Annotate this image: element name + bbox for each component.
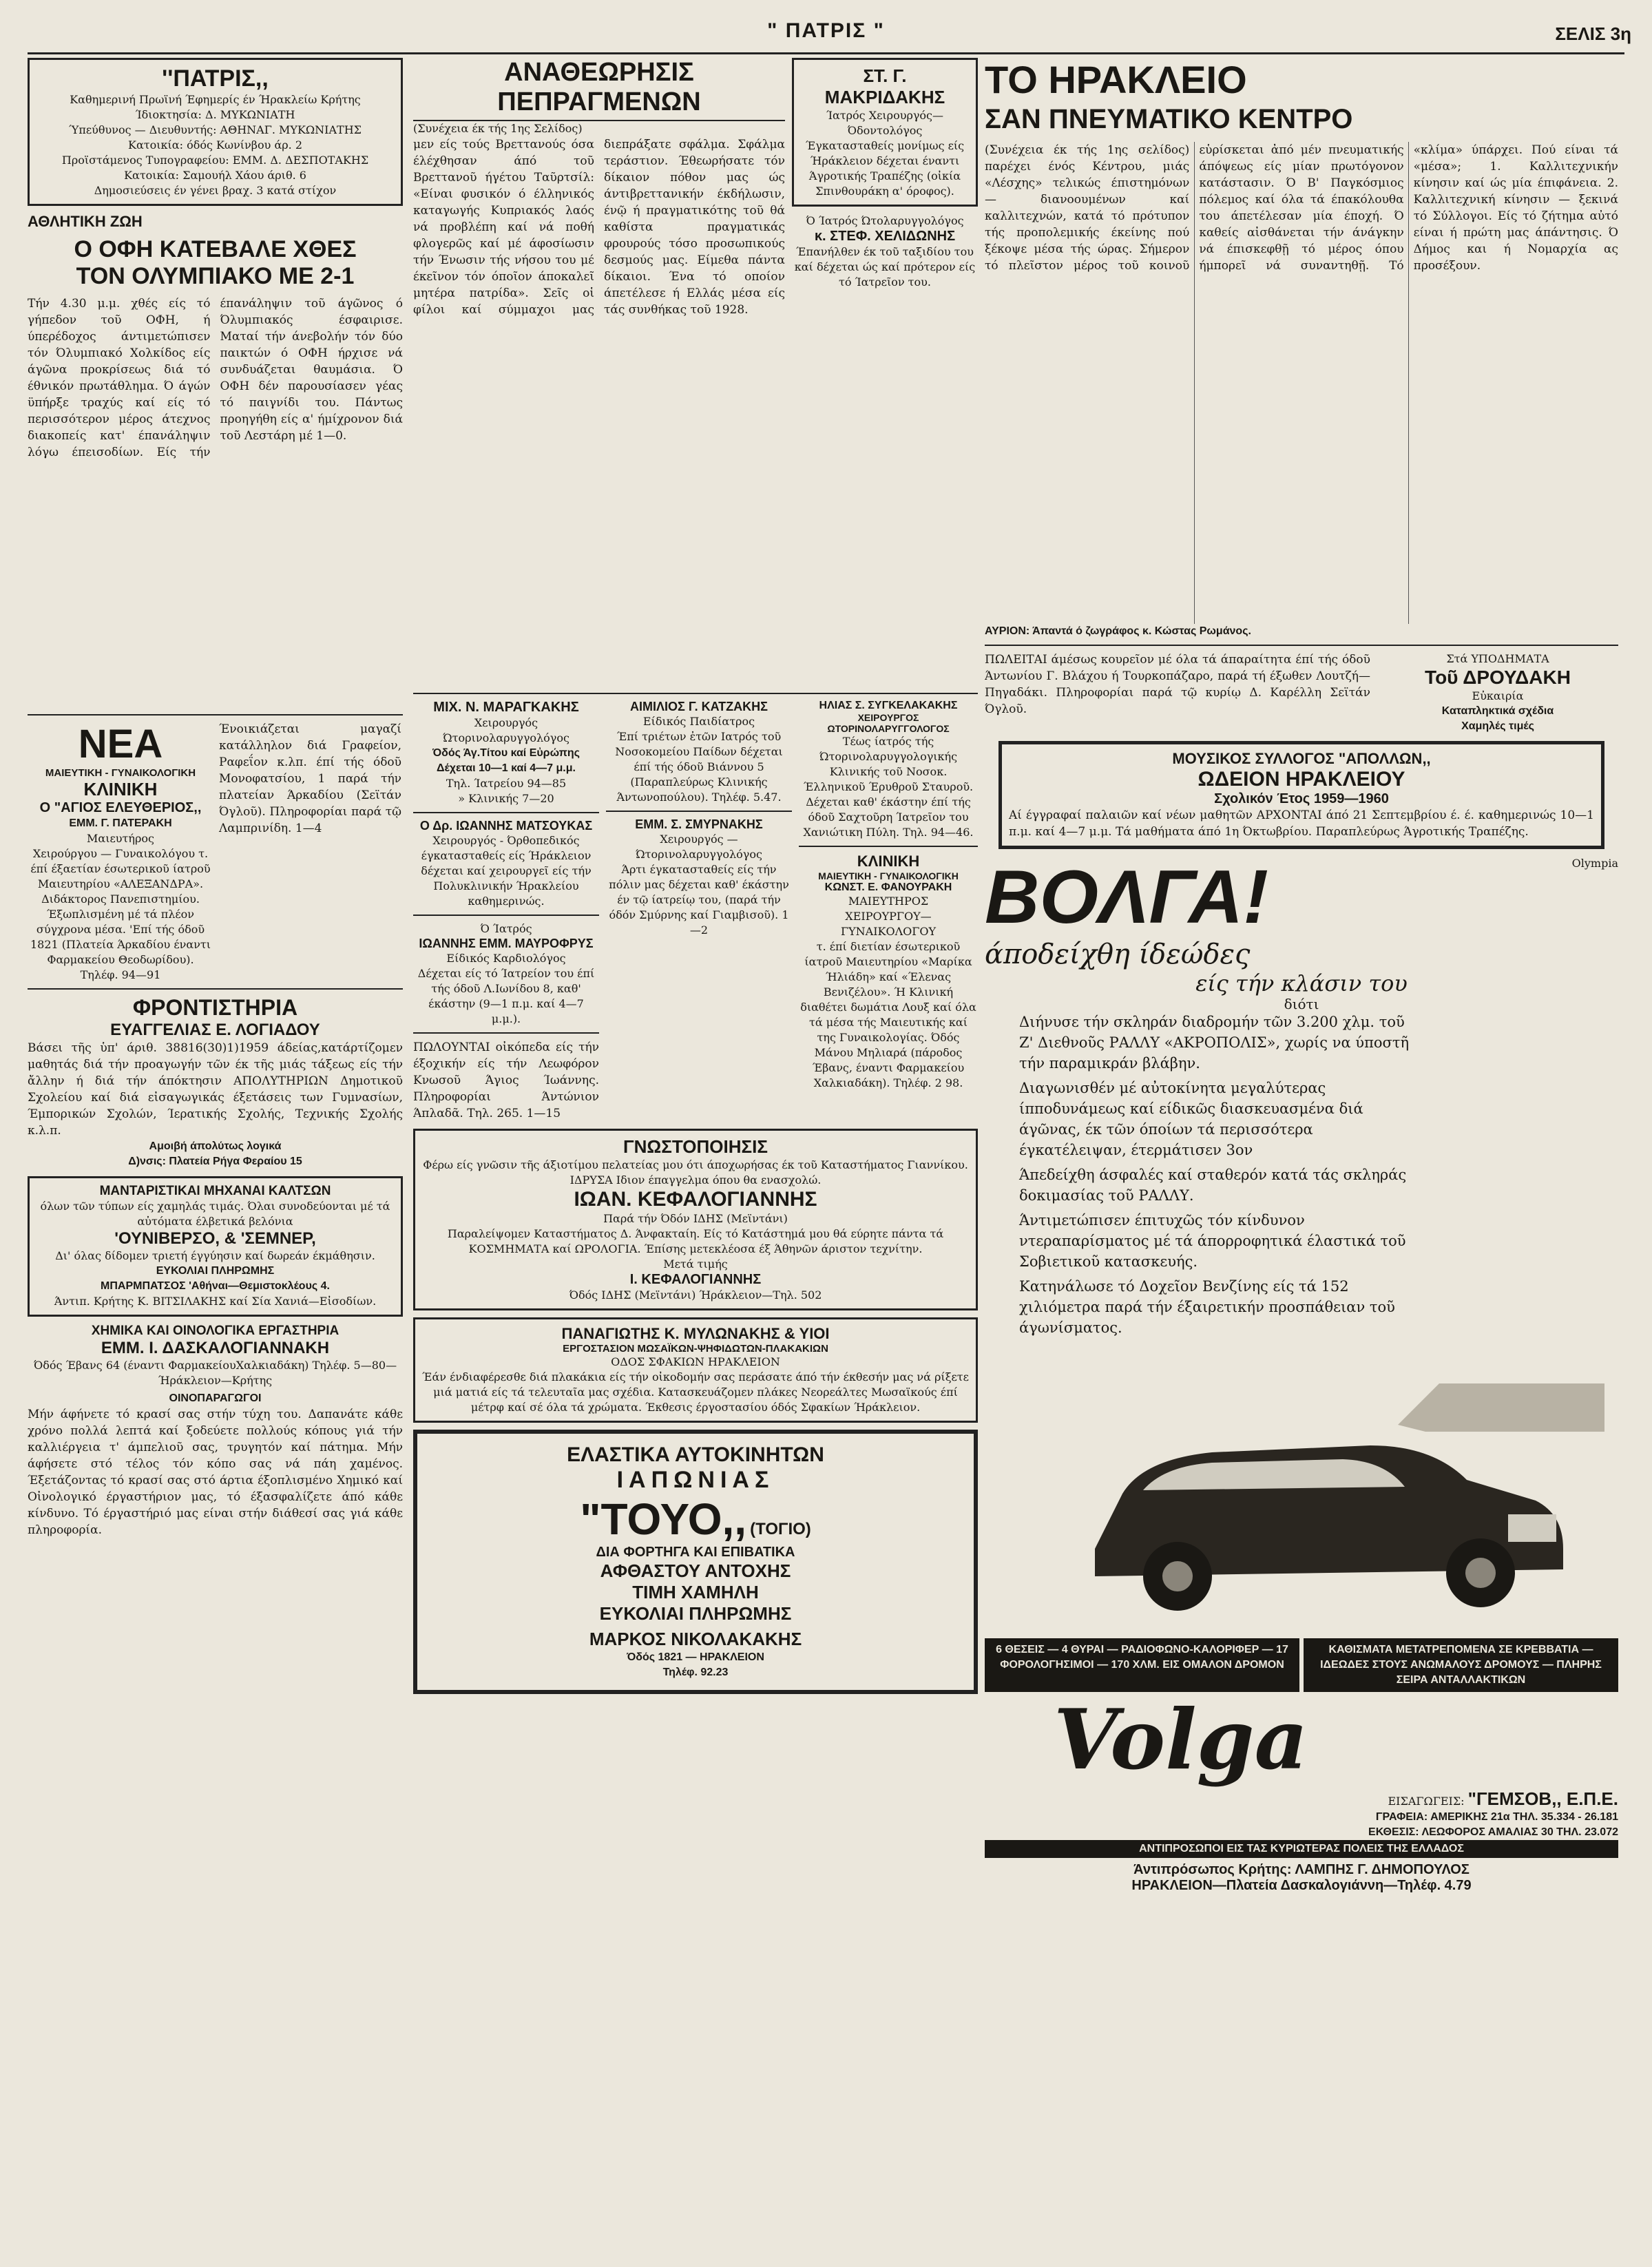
- fanourakis-title: ΜΑΙΕΥΤΗΡΟΣ: [848, 895, 929, 908]
- tires-line6: ΕΥΚΟΛΙΑΙ ΠΛΗΡΩΜΗΣ: [599, 1603, 792, 1624]
- masthead-address: Κατοικία: όδός Κωνίνβου άρ. 2: [128, 138, 302, 152]
- clinic-title: ΝΕΑ: [78, 722, 163, 766]
- clinic-ads: [799, 700, 978, 1122]
- heraklion-body: (Συνέχεια έκ τής 1ης σελίδος) παρέχει ένός Κέντρου, μιάς «Λέσχης» τελικώς έπιστημόνων — διανοουμένων καί καλλιτεχνών, κατά τό πρότυπον τής προπολεμικής έκείνης πού ξέκοψε μέσα τής ώρας. Σήμερον τό πλεῖστον μέρος τοῦ κοινοῦ εὑρίσκεται ἀπό μέν πνευματικής άπόψεως είς μίαν πρωτόγονον κατάστασιν. Ό Β' Παγκόσμιος πόλεμος καί όλα τά έπακόλουθα του άπετέλεσαν μία έποχή. Ό καθείς αἰσθάνεται τήν άνάγκην νά έπισκεφθῇ τό μέρος όπου ήμπορεῖ νά συναντηθῇ. Τό «κλίμα» ύπάρχει. Πού είναι τά «μέσα»; 1. Καλλιτεχνικήν κίνησιν καί ώς μία έπιφάνεια. 2. Καλλιτεχνική κίνησιν — ξεκινά τό Σύλλογοι. Είς τό ζήτημα αὐτό είναι ή πρώτη μας άπάντησις. Ό Δήμος και ή Νομαρχία ας προσέξουν.: [985, 143, 1618, 273]
- clinic-specialty: Μαιευτήρος: [87, 832, 154, 845]
- divider: [606, 811, 792, 812]
- tutoring-subtitle: ΕΥΑΓΓΕΛΙΑΣ Ε. ΛΟΓΙΑΔΟΥ: [110, 1021, 320, 1039]
- clinic-ad: [28, 721, 213, 983]
- masthead-box: [28, 58, 403, 206]
- review-title: ΑΝΑΘΕΩΡΗΣΙΣ ΠΕΠΡΑΓΜΕΝΩΝ: [413, 58, 785, 121]
- machines-brand: 'ΟΥΝΙΒΕΡΣΟ, & 'ΣΕΜΝΕΡ,: [114, 1229, 316, 1248]
- volga-point: Κατηνάλωσε τό Δοχεῖον Βενζίνης είς τά 152 χιλιόμετρα παρά τήν έξαιρετικήν προσπάθειαν τοῦ άγωνίσματος.: [1019, 1278, 1395, 1336]
- masthead-ads: Δημοσιεύσεις έν γένει βραχ. 3 κατά στίχον: [94, 184, 337, 197]
- page-header: [21, 19, 1631, 47]
- apollon-year: Σχολικόν Έτος 1959—1960: [1214, 791, 1389, 806]
- clinic-subtitle: ΜΑΙΕΥΤΙΚΗ - ΓΥΝΑΙΚΟΛΟΓΙΚΗ: [45, 767, 196, 779]
- mavrofrys-label: Ό Ίατρός: [480, 922, 532, 935]
- mavrofrys-ad: [413, 921, 599, 1027]
- volga-head: [985, 856, 1618, 939]
- tires-tel: Τηλέφ. 92.23: [662, 1667, 729, 1678]
- tutoring-title: ΦΡΟΝΤΙΣΤΗΡΙΑ: [132, 995, 298, 1020]
- tires-line5: ΤΙΜΗ ΧΑΜΗΛΗ: [632, 1582, 759, 1602]
- divider: [413, 915, 599, 916]
- tires-line3: ΔΙΑ ΦΟΡΤΗΓΑ ΚΑΙ ΕΠΙΒΑΤΙΚΑ: [596, 1545, 795, 1560]
- tutoring-ad: [28, 995, 403, 1169]
- volga-crete-addr: ΗΡΑΚΛΕΙΟΝ—Πλατεία Δασκαλογιάννη—Τηλέφ. 4.79: [1131, 1878, 1472, 1893]
- volga-point: Άντιμετώπισεν έπιτυχῶς τόν κίνδυνον ντεραπαρίσματος μέ τά άπορροφητικά έλαστικά τοῦ Σοβιετικοῦ κατασκευής.: [1019, 1212, 1406, 1270]
- land-notice: ΠΩΛΟΥΝΤΑΙ οἰκόπεδα είς τήν έξοχικήν είς τήν Λεωφόρον Κνωσοῦ Άγιος Ίωάννης. Πληροφορίαι Άντώνιον Άπλαδᾶ. Τηλ. 265. 1—15: [413, 1041, 599, 1120]
- sygelakakis-body: Τέως ίατρός τής Ώτορινολαρυγγολογικής Κλινικής τοῦ Νοσοκ. Έλληνικοῦ Έρυθροῦ Σταυροῦ. Δέχεται καθ' έκάστην έπί τής όδοῦ Σαχτοῦρη Ίατρεῖον του Χανιώτικη Πύλη. Τηλ. 94—46.: [803, 735, 974, 839]
- newspaper-name: " ΠΑΤΡΙΣ ": [767, 19, 885, 42]
- katzakis-name: ΑΙΜΙΛΙΟΣ Γ. ΚΑΤΖΑΚΗΣ: [630, 700, 768, 713]
- machines-guarantee: Δι' όλας δίδομεν τριετή έγγύησιν καί δωρεάν έκμάθησιν.: [55, 1249, 375, 1262]
- chelidonis-name: κ. ΣΤΕΦ. ΧΕΛΙΔΩΝΗΣ: [814, 229, 956, 244]
- sports-body: Τήν 4.30 μ.μ. χθές είς τό γήπεδον τοῦ ΟΦΗ, ή ύπερέδοχος άντιμετώπισεν τόν Όλυμπιακό Χολκίδος είς άγῶνα προκρίσεως διά τό έθνικόν πρωτάθλημα. Ό άγών ϋπήρξε τραχύς καί είς τό περισσότερον μέρος άτεχνος διακοπείς κατ' έπανάληψιν λόγω έπεισοδίων. Είς τήν έπανάληψιν τοῦ άγῶνος ό Όλυμπιακός έσφαιρισε. Ματαί τήν άνεβολήν τόν δύο παικτών ό ΟΦΗ ήρχισε νά συνδυάζεται θαυμάσια. Ό ΟΦΗ δέν παρουσίασεν γέας τό παιγνίδι του. Πάντως προηγήθη είς α' ήμίχρονον διά τοῦ Λεστάρη μέ 1—0.: [28, 297, 403, 459]
- divider: [413, 693, 978, 694]
- column-left: [28, 58, 403, 2239]
- apollon-ad: [998, 741, 1604, 849]
- mavrofrys-name: ΙΩΑΝΝΗΣ ΕΜΜ. ΜΑΥΡΟΦΡΥΣ: [419, 937, 594, 950]
- chem-address: Όδός Έβανς 64 (έναντι ΦαρμακείουΧαλκιαδάκη) Τηλέφ. 5—80—Ήράκλειον—Κρήτης: [33, 1359, 397, 1387]
- masthead-manager: Ύπεύθυνος — Διευθυντής: ΑΘΗΝΑΓ. ΜΥΚΩΝΙΑΤΗΣ: [69, 123, 362, 136]
- smyrnakis-name: ΕΜΜ. Σ. ΣΜΥΡΝΑΚΗΣ: [635, 817, 763, 831]
- makridakis-body: Έγκατασταθείς μονίμως είς Ήράκλειον δέχεται έναντι Άγροτικής Τραπέζης (οἰκία Σπινθουράκη α' όροφος).: [805, 139, 965, 198]
- machines-body: όλων τῶν τύπων είς χαμηλάς τιμάς. Όλαι συνοδεύονται μέ τά αὐτόματα έλβετικά βελόνια: [40, 1200, 390, 1228]
- volga-importer-label: ΕΙΣΑΓΩΓΕΙΣ:: [1388, 1795, 1465, 1808]
- mylonakis-title: ΠΑΝΑΓΙΩΤΗΣ Κ. ΜΥΛΩΝΑΚΗΣ & ΥΙΟΙ: [561, 1325, 830, 1342]
- mavrofrys-body: Δέχεται είς τό Ίατρείον του έπί τής όδοῦ Λ.Ιωνίδου 8, καθ' έκάστην (9—1 π.μ. καί 4—7 μ.μ.).: [417, 967, 595, 1025]
- volga-corner-brand: Olympia: [1571, 857, 1618, 870]
- maragkakis-name: ΜΙΧ. Ν. ΜΑΡΑΓΚΑΚΗΣ: [433, 700, 579, 715]
- heraklion-title-1: ΤΟ ΗΡΑΚΛΕΙΟ: [985, 58, 1247, 101]
- page-number: ΣΕΛΙΣ 3η: [1555, 23, 1631, 44]
- droudakis-l2: Καταπληκτικά σχέδια: [1441, 705, 1554, 717]
- fanourakis-doctor: ΚΩΝΣΤ. Ε. ΦΑΝΟΥΡΑΚΗ: [824, 881, 952, 893]
- machines-ad: [28, 1176, 403, 1317]
- masthead-owner: Ίδιοκτησία: Δ. ΜΥΚΩΝΙΑΤΗ: [135, 108, 295, 121]
- fanourakis-sub: ΜΑΙΕΥΤΙΚΗ - ΓΥΝΑΙΚΟΛΟΓΙΚΗ: [818, 870, 959, 881]
- clinic-row: [28, 721, 403, 983]
- maragkakis-tel1: Τηλ. Ίατρείου 94—85: [446, 777, 567, 790]
- volga-features-left: 6 ΘΕΣΕΙΣ — 4 ΘΥΡΑΙ — ΡΑΔΙΟΦΩΝΟ-ΚΑΛΟΡΙΦΕΡ — 17 ΦΟΡΟΛΟΓΗΣΙΜΟΙ — 170 ΧΛΜ. ΕΙΣ ΟΜΑΛΟΝ ΔΡΟΜΟΝ: [985, 1638, 1299, 1692]
- divider: [28, 714, 403, 715]
- sports-section: ΑΘΛΗΤΙΚΗ ΖΩΗ: [28, 213, 143, 230]
- volga-crete: Άντιπρόσωπος Κρήτης: ΛΑΜΠΗΣ Γ. ΔΗΜΟΠΟΥΛΟΣ: [1133, 1862, 1470, 1877]
- gnostopoiisis-more: Παραλείψομεν Καταστήματος Δ. Άνφακταίη. Είς τό Κατάστημά μου θά εύρητε πάντα τά ΚΟΣΜΗΜΑΤΑ καί ΩΡΟΛΟΓΙΑ. Έπίσης μετεκλέοσα έξ Άθηνῶν άριστον τεχνίτην.: [447, 1227, 944, 1255]
- makridakis-name: ΣΤ. Γ. ΜΑΚΡΙΔΑΚΗΣ: [824, 65, 945, 107]
- chem-ad: [28, 1324, 403, 1538]
- volga-point: Διήνυσε τήν σκληράν διαδρομήν τῶν 3.200 χλμ. τοῦ Ζ' Διεθνοῦς ΡΑΛΛΥ «ΑΚΡΟΠΟΛΙΣ», χωρίς να ύποστῆ τήν παραμικράν βλάβην.: [1019, 1014, 1410, 1072]
- volga-point: Διαγωνισθέν μέ αὐτοκίνητα μεγαλύτερας ίπποδυνάμεως καί είδικῶς διασκευασμένα διά άγῶνας, έκ τῶν όποίων τά περισσότερα έγκατέλειψαν, έτερμάτισεν 3ον: [1019, 1080, 1363, 1158]
- review-cont: (Συνέχεια έκ τής 1ης Σελίδος): [413, 122, 583, 135]
- katzakis-title: Είδικός Παιδίατρος: [642, 715, 755, 728]
- sports-headline-1: Ο ΟΦΗ ΚΑΤΕΒΑΛΕ ΧΘΕΣ: [74, 236, 357, 262]
- volga-car-illustration: [985, 1342, 1618, 1638]
- apollon-title: ΜΟΥΣΙΚΟΣ ΣΥΛΛΟΓΟΣ "ΑΠΟΛΛΩΝ,,: [1172, 750, 1431, 767]
- maragkakis-ad: [413, 700, 599, 806]
- mavrofrys-title: Είδικός Καρδιολόγος: [446, 952, 566, 965]
- divider: [985, 645, 1618, 646]
- droudakis-ad: [1377, 651, 1618, 734]
- volga-dioti: διότι: [1284, 996, 1319, 1012]
- review-body: μεν είς τούς Βρεττανούς όσα έλέχθησαν άπό τοῦ Βρεττανοῦ ήγέτου Ταῦρτσίλ: «Είναι φυσικόν ό έλληνικός καταγωγής Κυπριακός λαός νά προβλέπη καί νά ποθή φλογερῶς καί μέ άφοσίωσιν τήν Ένωσιν τής νήσου του μέ έκεῖνον τόν όποῖον άποκαλεῖ μητέρα πατρίδα». Σεῖς οἱ φίλοι καί σύμμαχοι μας διεπράξατε σφάλμα. Σφάλμα τεράστιον. Έθεωρήσατε τόν δίκαιον πόθον μας ώς άντιβρεττανικήν έκδήλωσιν, ένῷ ή πραγματικότης τοῦ θά καθίστα πραγματικάς φρουρούς τόσο προσωπικούς δεσμούς μας. Είμεθα πάντα δίκαιοι. Ένα τό οποίον άπετέλεσε ή Ελλάς μέσα είς τάς συνθήκας τοῦ 1928.: [413, 138, 785, 317]
- matsoukas-ad: [413, 819, 599, 909]
- maragkakis-title: Χειρουργός Ώτορινολαρυγγολόγος: [443, 716, 569, 744]
- gnostopoiisis-sign: Ι. ΚΕΦΑΛΟΓΙΑΝΝΗΣ: [629, 1272, 762, 1287]
- fanourakis-body: τ. έπί διετίαν έσωτερικοῦ ίατροῦ Μαιευτηρίου «Μαρίκα Ήλιάδη» καί «Έλενας Βενιζέλου». Ή Κλινική διαθέτει δωμάτια Λουξ καί όλα τά μέσα τής Μαιευτικής καί της Γυναικολογίας. Όδός Μάνου Μηλιαρά (πάροδος Έβανς, έναντι Φαρμακείου Χαλκιαδάκη). Τηλέφ. 2 98.: [800, 940, 976, 1089]
- tires-ad: [413, 1430, 978, 1694]
- tires-brand-sub: (ΤΟΓΙΟ): [750, 1520, 811, 1538]
- volga-logo: Volga: [1054, 1691, 1308, 1788]
- chem-title: ΧΗΜΙΚΑ ΚΑΙ ΟΙΝΟΛΟΓΙΚΑ ΕΡΓΑΣΤΗΡΙΑ: [91, 1324, 339, 1338]
- apollon-sub: ΩΔΕΙΟΝ ΗΡΑΚΛΕΙΟΥ: [1198, 768, 1405, 791]
- column-middle: [413, 58, 978, 2239]
- volga-agents: ΑΝΤΙΠΡΟΣΩΠΟΙ ΕΙΣ ΤΑΣ ΚΥΡΙΩΤΕΡΑΣ ΠΟΛΕΙΣ ΤΗΣ ΕΛΛΑΔΟΣ: [985, 1840, 1618, 1858]
- volga-points: [985, 1012, 1412, 1338]
- tutoring-price: Αμοιβή άπολύτως λογικά: [149, 1140, 282, 1152]
- doctor-ads: [792, 58, 978, 687]
- gnostopoiisis-where: Παρά τήν Όδόν ΙΔΗΣ (Μεϊντάνι): [603, 1212, 788, 1225]
- surgeon-ads: [413, 700, 599, 1122]
- gnostopoiisis-name: ΙΩΑΝ. ΚΕΦΑΛΟΓΙΑΝΝΗΣ: [574, 1188, 817, 1211]
- divider: [799, 846, 978, 847]
- clinic-name: ΚΛΙΝΙΚΗ: [83, 779, 158, 800]
- chelidonis-label: Ό Ίατρός Ώτολαρυγγολόγος: [806, 214, 964, 227]
- gnostopoiisis-addr: Όδός ΙΔΗΣ (Μεϊντάνι) Ήράκλειον—Τηλ. 502: [569, 1288, 822, 1302]
- fanourakis-title2: ΧΕΙΡΟΥΡΓΟΥ—ΓΥΝΑΙΚΟΛΟΓΟΥ: [840, 910, 937, 938]
- masthead-name: ''ΠΑΤΡΙΣ,,: [162, 65, 269, 92]
- volga-features: [985, 1638, 1618, 1692]
- maragkakis-hours: Δέχεται 10—1 καί 4—7 μ.μ.: [437, 762, 576, 774]
- volga-offices: ΓΡΑΦΕΙΑ: ΑΜΕΡΙΚΗΣ 21α ΤΗΛ. 35.334 - 26.181: [1375, 1811, 1618, 1823]
- sygelakakis-ad: [799, 700, 978, 840]
- heraklion-tomorrow: ΑΥΡΙΟΝ: Άπαντά ό ζωγράφος κ. Κώστας Ρωμάνος.: [985, 625, 1251, 637]
- sygelakakis-name: ΗΛΙΑΣ Σ. ΣΥΓΚΕΛΑΚΑΚΗΣ: [819, 700, 958, 711]
- smyrnakis-title: Χειρουργός — Ώτορινολαρυγγολόγος: [636, 833, 762, 861]
- heraklion-article: [985, 58, 1618, 639]
- middle-top: [413, 58, 978, 687]
- shop-notice: Ένοικιάζεται μαγαζί κατάλληλον διά Γραφείον, Ραφεΐον κ.λπ. έπί τής όδοῦ Μονοφατσίου, 1 παρά τήν πλατείαν Άρκαδίου (Σεϊτάν Όγλοῦ). Πληροφορίαι παρά τῷ Λαμπρινίδη. 1—4: [219, 722, 401, 835]
- volga-importer: "ΓΕΜΣΟΒ,, Ε.Π.Ε.: [1467, 1788, 1618, 1809]
- volga-ad: [985, 856, 1618, 1894]
- car-icon: [985, 1342, 1604, 1638]
- tires-line2: ΙΑΠΩΝΙΑΣ: [616, 1467, 775, 1493]
- sports-article: [28, 213, 403, 709]
- sports-headline-2: ΤΟΝ ΟΛΥΜΠΙΑΚΟ ΜΕ 2-1: [76, 263, 355, 289]
- gnostopoiisis-ad: [413, 1129, 978, 1310]
- mylonakis-body: Έάν ένδιαφέρεσθε διά πλακάκια είς τήν οἰκοδομήν σας περάσατε άπό τήν έκθεσήν μας νά ρίξετε μιά ματιά είς τά τελευταῖα μας σχέδια. Κατασκευάζομεν πλάκες Νεορεάλτες Μωσαϊκούς έπί μέτρφ καί σέ όλα τά χρώματα. Έκθεσις έργοστασίου όδός Σφακίων Ήράκλειον.: [422, 1370, 969, 1414]
- smyrnakis-body: Άρτι έγκατασταθείς είς τήν πόλιν μας δέχεται καθ' έκάστην έν τῷ ίατρείῳ του, (παρά τήν όδόν Σμύρνης καί Γιαμβισοῦ). 1—2: [609, 863, 789, 937]
- gnostopoiisis-sign-label: Μετά τιμής: [663, 1257, 728, 1271]
- tires-addr: Όδός 1821 — ΗΡΑΚΛΕΙΟΝ: [627, 1651, 764, 1663]
- volga-point: Άπεδείχθη άσφαλές καί σταθερόν κατά τάς σκληράς δοκιμασίας τοῦ ΡΑΛΛΥ.: [1019, 1167, 1407, 1204]
- droudakis-l3: Χαμηλές τιμές: [1461, 720, 1534, 732]
- fanourakis-ad: [799, 853, 978, 1091]
- chelidonis-ad: [792, 213, 978, 290]
- specialist-ads: [606, 700, 792, 1122]
- maragkakis-tel2: » Κλινικής 7—20: [458, 792, 554, 805]
- makridakis-ad: [792, 58, 978, 207]
- volga-script: άποδείχθη ίδεώδες: [985, 939, 1251, 970]
- right-mid-row: [985, 651, 1618, 734]
- maragkakis-address: Όδός Άγ.Τίτου καί Εὐρώπης: [432, 747, 580, 759]
- machines-agent: Άντιπ. Κρήτης Κ. ΒΙΤΣΙΛΑΚΗΣ καί Σία Χανιά—Εἰσοδίων.: [54, 1295, 377, 1308]
- droudakis-name: Τοῦ ΔΡΟΥΔΑΚΗ: [1425, 667, 1571, 688]
- tires-line4: ΑΦΘΑΣΤΟΥ ΑΝΤΟΧΗΣ: [600, 1560, 791, 1581]
- katzakis-body: Έπί τριέτων ἐτῶν Ιατρός τοῦ Νοσοκομείου Παίδων δέχεται έπί τής όδοῦ Βιάννου 5 (Παραπλεύρως Κλινικής Άντωνοπούλου). Τηλέφ. 5.47.: [615, 730, 783, 804]
- gnostopoiisis-title: ΓΝΩΣΤΟΠΟΙΗΣΙΣ: [623, 1136, 768, 1157]
- smyrnakis-ad: [606, 817, 792, 938]
- clinic-saint: Ο "ΑΓΙΟΣ ΕΛΕΥΘΕΡΙΟΣ,,: [39, 800, 202, 815]
- katzakis-ad: [606, 700, 792, 805]
- tires-line1: ΕΛΑΣΤΙΚΑ ΑΥΤΟΚΙΝΗΤΩΝ: [567, 1443, 824, 1466]
- tutoring-body: Βάσει τῆς ὑπ' άριθ. 38816(30)1)1959 άδείας,κατάρτίζομεν μαθητάς διά τήν προαγωγήν τῶν έκ τῆς μιάς τάξεως είς τήν ἄλλην ή διά τήν άπόκτησιν ΑΠΟΛΥΤΗΡΙΩΝ Δημοτικοῦ Σχολείου καί διά εἰσαγωγικάς έξετάσεις των Γυμνασίων, Έμπορικών Σχολών, Ίερατικής Σχολής, Τεχνικής Σχολής κ.λ.π.: [28, 1041, 403, 1138]
- droudakis-l1: Εὐκαιρία: [1472, 689, 1524, 702]
- chem-body: Μήν άφήνετε τό κρασί σας στήν τύχη του. Δαπανάτε κάθε χρόνο πολλά λεπτά καί ξοδεύετε πολλούς κόπους γιά τήν καλλιέργεια τ' άμπελιοῦ σας, τρυγητόν καί πάτημα. Μήν άφήσετε στό τέλος τόν κόπο σας νά πάη χαμένος. Έξετάζοντας τό κρασί σας στό άρτια έξοπλισμένο Χημικό καί Οἰνολογικό έργαστήριον μας, τό έξασφαλίζετε άπό κάθε κίνδυνο. Τό έργαστήριό μας είναι στήν διάθεσί σας γιά κάθε πληροφορία.: [28, 1408, 403, 1537]
- chem-name: ΕΜΜ. Ι. ΔΑΣΚΑΛΟΓΙΑΝΝΑΚΗ: [101, 1339, 330, 1357]
- mylonakis-sub: ΕΡΓΟΣΤΑΣΙΟΝ ΜΩΣΑΪΚΩΝ-ΨΗΦΙΔΩΤΩΝ-ΠΛΑΚΑΚΙΩΝ: [563, 1343, 828, 1355]
- volga-features-right: ΚΑΘΙΣΜΑΤΑ ΜΕΤΑΤΡΕΠΟΜΕΝΑ ΣΕ ΚΡΕΒΒΑΤΙΑ — ΙΔΕΩΔΕΣ ΣΤΟΥΣ ΑΝΩΜΑΛΟΥΣ ΔΡΟΜΟΥΣ — ΠΛΗΡΗΣ ΣΕΙΡΑ ΑΝΤΑΛΛΑΚΤΙΚΩΝ: [1304, 1638, 1618, 1692]
- tutoring-address: Δ)νσις: Πλατεία Ρήγα Φεραίου 15: [128, 1156, 302, 1167]
- middle-ads-row: [413, 700, 978, 1122]
- volga-importer-line: [985, 1788, 1618, 1810]
- divider: [413, 812, 599, 813]
- masthead-subtitle: Καθημερινή Πρωϊνή Έφημερίς έν Ήρακλείω Κρήτης: [70, 93, 361, 106]
- gnostopoiisis-body: Φέρω είς γνῶσιν τῆς άξιοτίμου πελατείας μου ότι άποχωρήσας έκ τοῦ Καταστήματος Γιαννίκου. ΙΔΡΥΣΑ Ιδιον έπαγγελμα όπου θα ενασχολώ.: [423, 1158, 968, 1187]
- divider: [413, 1032, 599, 1034]
- machines-terms: ΕΥΚΟΛΙΑΙ ΠΛΗΡΩΜΗΣ: [156, 1265, 275, 1277]
- heraklion-title-2: ΣΑΝ ΠΝΕΥΜΑΤΙΚΟ ΚΕΝΤΡΟ: [985, 104, 1353, 134]
- makridakis-title: Ίατρός Χειρουργός—Όδοντολόγος: [826, 109, 943, 137]
- tires-name: ΜΑΡΚΟΣ ΝΙΚΟΛΑΚΑΚΗΣ: [589, 1629, 802, 1649]
- masthead-typographer-address: Κατοικία: Σαμουήλ Χάου άριθ. 6: [124, 169, 306, 182]
- header-rule: [28, 52, 1624, 54]
- mylonakis-addr: ΟΔΟΣ ΣΦΑΚΙΩΝ ΗΡΑΚΛΕΙΟΝ: [611, 1355, 780, 1368]
- droudakis-label: Στά ΥΠΟΔΗΜΑΤΑ: [1446, 652, 1549, 665]
- mylonakis-ad: [413, 1317, 978, 1423]
- divider: [28, 988, 403, 990]
- volga-title: ΒΟΛΓΑ!: [985, 855, 1268, 939]
- masthead-typographer: Προϊστάμενος Τυπογραφείου: ΕΜΜ. Δ. ΔΕΣΠΟΤΑΚΗΣ: [61, 154, 369, 167]
- sygelakakis-sub: ΧΕΙΡΟΥΡΓΟΣ ΩΤΟΡΙΝΟΛΑΡΥΓΓΟΛΟΓΟΣ: [827, 712, 950, 734]
- machines-title: ΜΑΝΤΑΡΙΣΤΙΚΑΙ ΜΗΧΑΝΑΙ ΚΑΛΤΣΩΝ: [99, 1184, 331, 1198]
- column-right: [985, 58, 1618, 2239]
- matsoukas-body: Χειρουργός - Όρθοπεδικός έγκατασταθείς είς Ήράκλειον δέχεται καί χειρουργεῖ είς τήν Πολυκλινικήν Ήρακλείου καθημερινώς.: [421, 834, 592, 908]
- volga-script-2: είς τήν κλάσιν του: [1195, 970, 1408, 996]
- apollon-body: Αί έγγραφαί παλαιῶν καί νέων μαθητῶν ΑΡΧΟΝΤΑΙ άπό 21 Σεπτεμβρίου έ. έ. καθημερινώς 10—1 π.μ. καί 4—7 μ.μ. Τά μαθήματα άπό 1η Όκτωβρίου. Παραπλεύρως Άγροτικής Τραπέζης.: [1009, 808, 1594, 839]
- machines-seller: ΜΠΑΡΜΠΑΤΣΟΣ 'Αθήναι—Θεμιστοκλέους 4.: [101, 1280, 330, 1292]
- tires-brand: "ΤΟΥΟ,,: [580, 1494, 747, 1544]
- review-article: [413, 58, 785, 687]
- clinic-body: Χειρούργου — Γυναικολόγου τ. έπί έξαετίαν έσωτερικοῦ ίατροῦ Μαιευτηρίου «ΑΛΕΞΑΝΔΡΑ». Διδάκτορος Πανεπιστημίου. Έξωπλισμένη μέ τά πλέον σύγχρονα μέσα. 'Επί τής όδοῦ 1821 (Πλατεία Άρκαδίου έναντι Φαρμακείου Θεοδωρίδου). Τηλέφ. 94—91: [30, 847, 211, 981]
- volga-exhibit: ΕΚΘΕΣΙΣ: ΛΕΩΦΟΡΟΣ ΑΜΑΛΙΑΣ 30 ΤΗΛ. 23.072: [1368, 1826, 1618, 1838]
- chelidonis-body: Έπανήλθεν έκ τοῦ ταξιδίου του καί δέχεται ώς καί πρότερον είς τό Ίατρεῖον του.: [794, 245, 976, 289]
- fanourakis-name: ΚΛΙΝΙΚΗ: [857, 853, 920, 870]
- chem-section: ΟΙΝΟΠΑΡΑΓΩΓΟΙ: [169, 1392, 262, 1404]
- matsoukas-name: Ο Δρ. ΙΩΑΝΝΗΣ ΜΑΤΣΟΥΚΑΣ: [419, 819, 593, 833]
- barber-notice: ΠΩΛΕΙΤΑΙ άμέσως κουρεῖον μέ όλα τά άπαραίτητα έπί τής όδοῦ Άντωνίου Γ. Βλάχου ή Τουρκοπάζαρο, παρά τή έξωθεν Λουτζή—Πηγαδάκι. Πληροφορίαι παρά τῷ κυρίῳ Δ. Καρέλλη Σεϊτάν Όγλοῦ.: [985, 653, 1370, 716]
- clinic-doctor: ΕΜΜ. Γ. ΠΑΤΕΡΑΚΗ: [69, 817, 172, 829]
